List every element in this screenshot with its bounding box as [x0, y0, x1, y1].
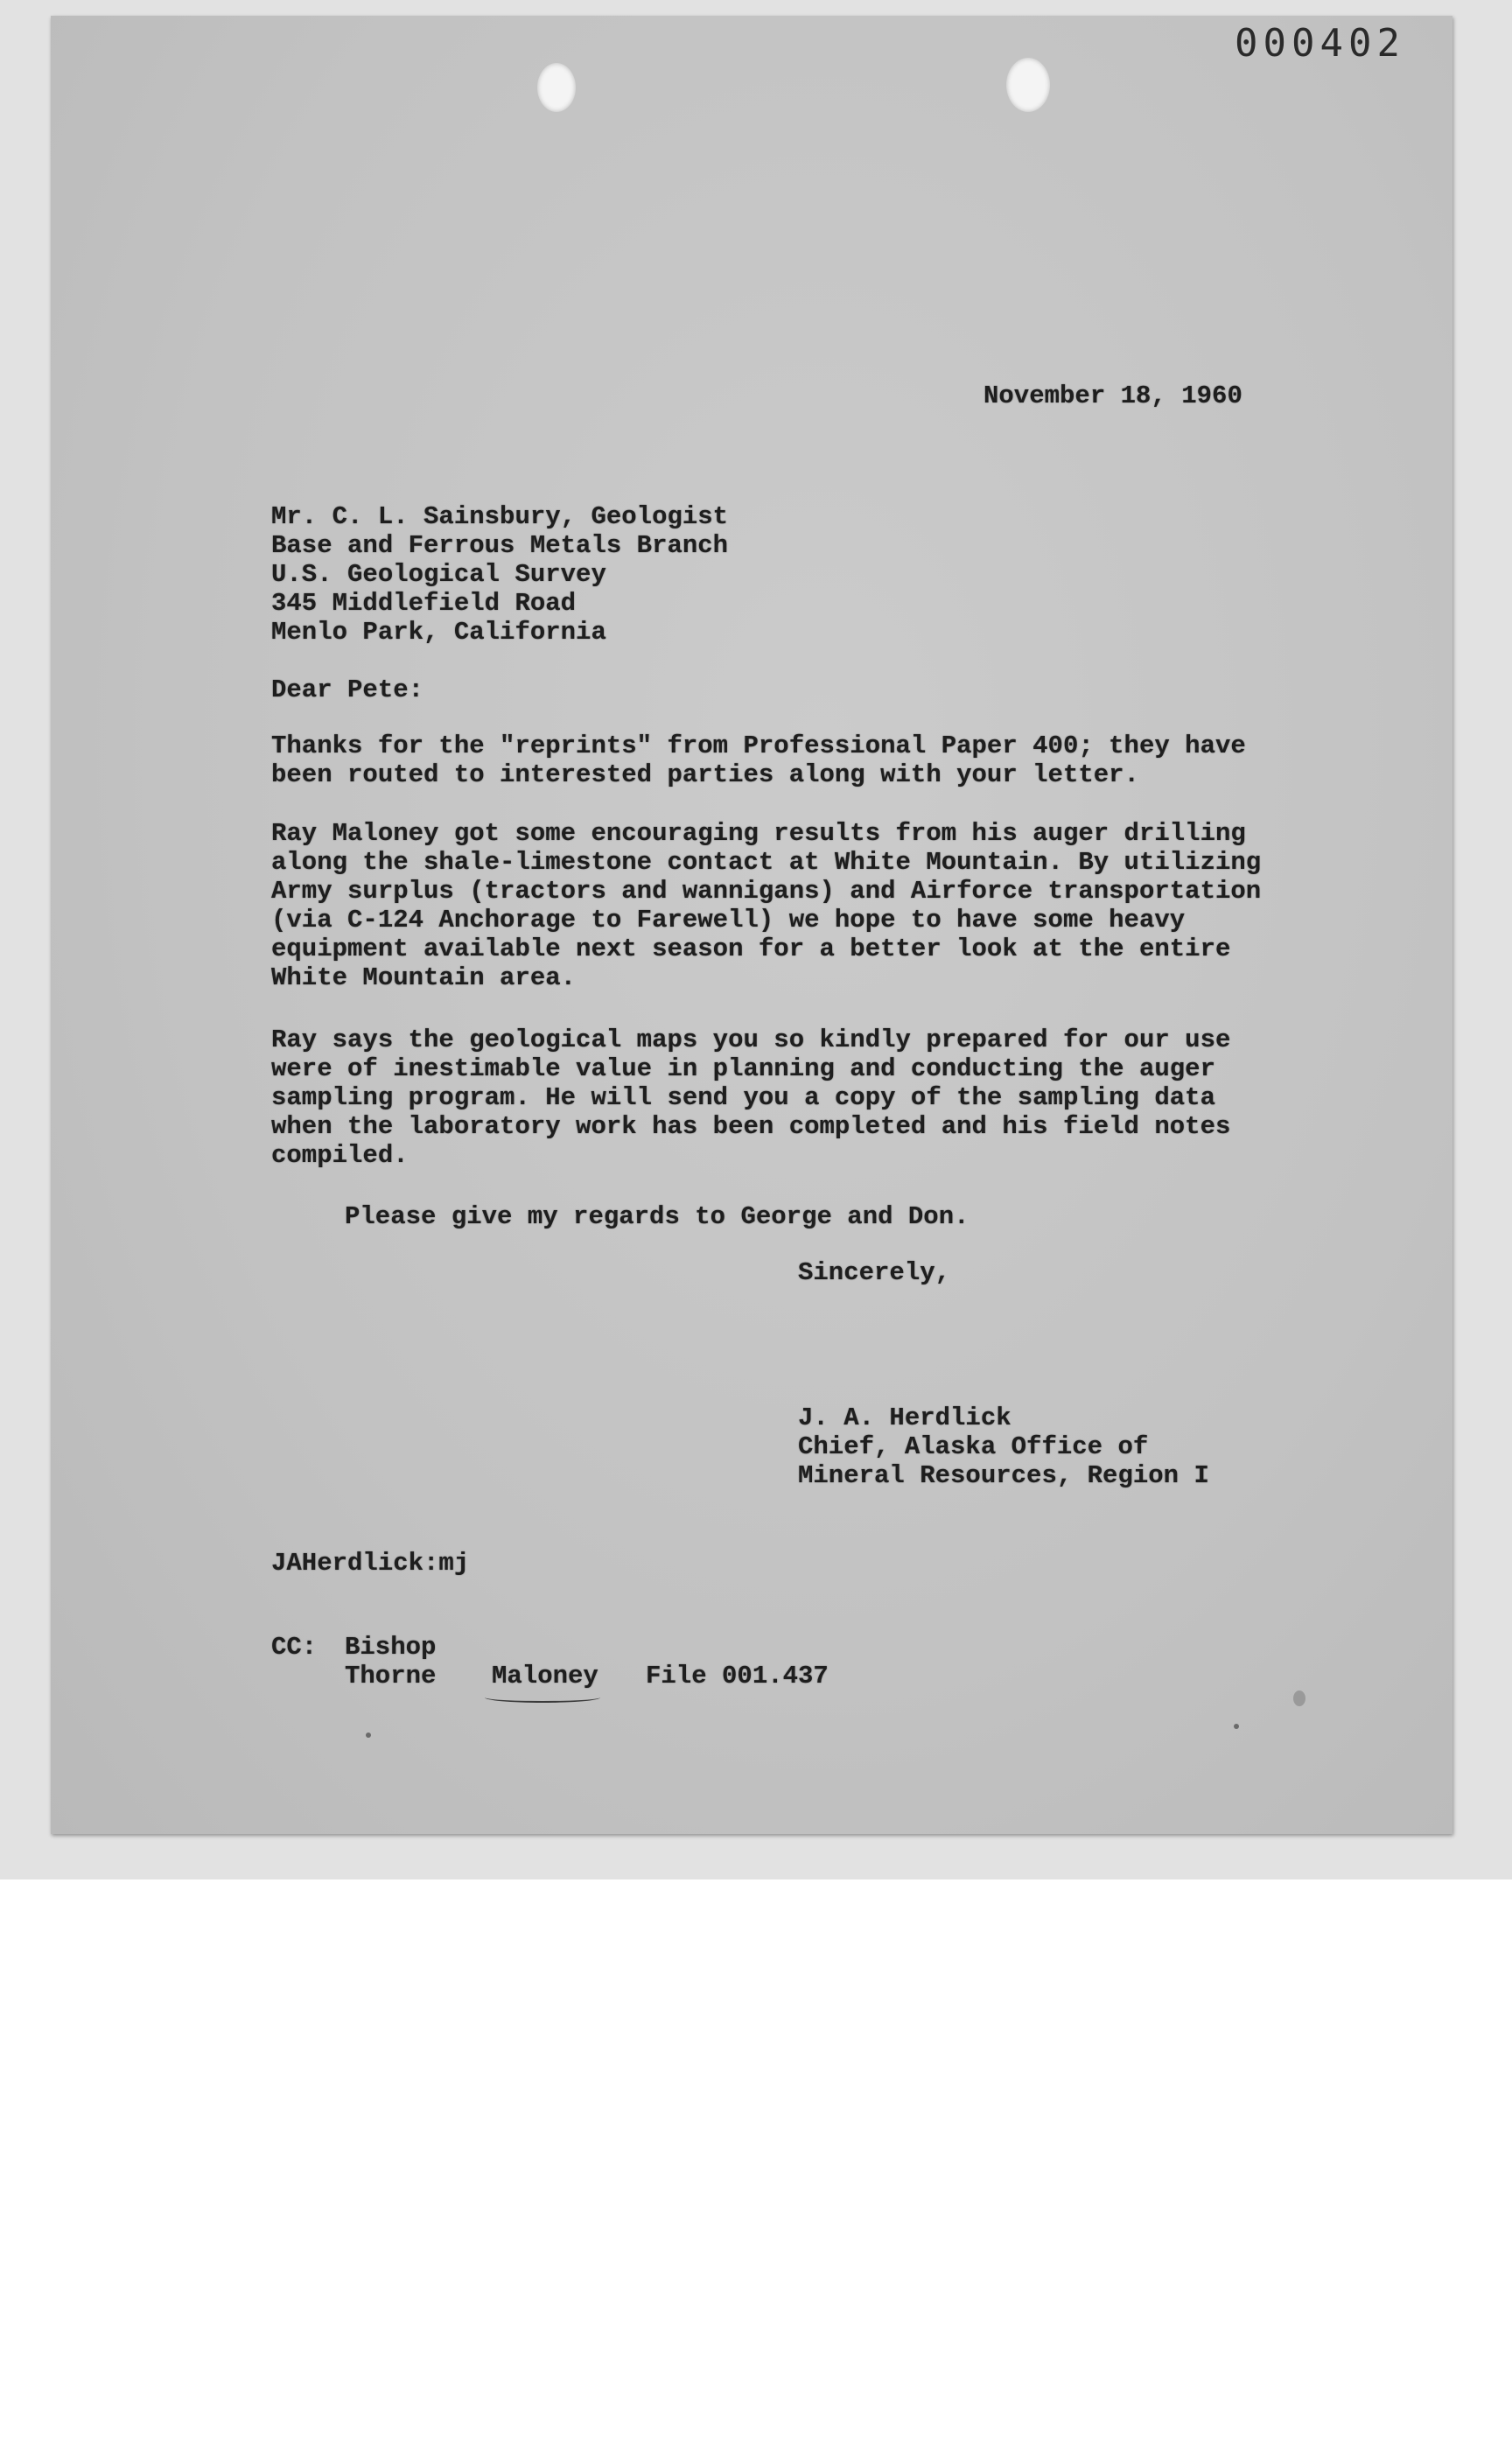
text-line: Thanks for the "reprints" from Professional Paper 400; they have — [271, 732, 1246, 760]
signer-title: Chief, Alaska Office of — [798, 1432, 1149, 1461]
document-number: 000402 — [1235, 21, 1405, 66]
punch-hole-right — [1006, 58, 1050, 112]
cc-recipient: Thorne — [345, 1662, 437, 1690]
paragraph-regards: Please give my regards to George and Don. — [345, 1202, 970, 1231]
paper-blemish — [1234, 1724, 1239, 1729]
salutation: Dear Pete: — [271, 676, 424, 704]
text-line: when the laboratory work has been completed and his field notes — [271, 1112, 1231, 1141]
reference-initials: JAHerdlick:mj — [271, 1549, 470, 1578]
text-line: been routed to interested parties along with your letter. — [271, 760, 1139, 789]
address-line: U.S. Geological Survey — [271, 560, 606, 589]
paragraph-reprints — [271, 732, 1246, 789]
text-line: (via C-124 Anchorage to Farewell) we hope to have some heavy — [271, 906, 1186, 934]
text-line: equipment available next season for a better look at the entire — [271, 934, 1231, 963]
letter-date: November 18, 1960 — [984, 382, 1242, 410]
signer-title: Mineral Resources, Region I — [798, 1461, 1209, 1490]
text-line: Ray says the geological maps you so kindly prepared for our use — [271, 1026, 1231, 1054]
address-line: Mr. C. L. Sainsbury, Geologist — [271, 502, 729, 531]
text-line: White Mountain area. — [271, 963, 577, 992]
address-line: Menlo Park, California — [271, 618, 606, 647]
paragraph-drilling — [271, 819, 1261, 992]
closing: Sincerely, — [798, 1258, 951, 1287]
text-line: compiled. — [271, 1141, 409, 1170]
text-line: were of inestimable value in planning and conducting the auger — [271, 1054, 1215, 1083]
signature-block — [798, 1404, 1209, 1490]
text-line: along the shale-limestone contact at White Mountain. By utilizing — [271, 848, 1262, 877]
text-line: Ray Maloney got some encouraging results from his auger drilling — [271, 819, 1246, 848]
text-line: sampling program. He will send you a copy of the sampling data — [271, 1083, 1215, 1112]
punch-hole-left — [537, 63, 576, 112]
paper-blemish — [366, 1732, 371, 1738]
letter-page — [51, 16, 1452, 1834]
cc-label: CC: — [271, 1633, 318, 1662]
paper-blemish — [1293, 1690, 1306, 1706]
address-line: 345 Middlefield Road — [271, 589, 577, 618]
cc-recipient: Bishop — [345, 1633, 437, 1662]
recipient-address — [271, 502, 728, 647]
file-reference: File 001.437 — [646, 1662, 829, 1690]
cc-recipient: Maloney — [492, 1662, 598, 1690]
text-line: Army surplus (tractors and wannigans) and Airforce transportation — [271, 877, 1262, 906]
handwritten-underline — [485, 1692, 600, 1703]
address-line: Base and Ferrous Metals Branch — [271, 531, 729, 560]
signer-name: J. A. Herdlick — [798, 1404, 1012, 1432]
paragraph-maps — [271, 1026, 1230, 1170]
